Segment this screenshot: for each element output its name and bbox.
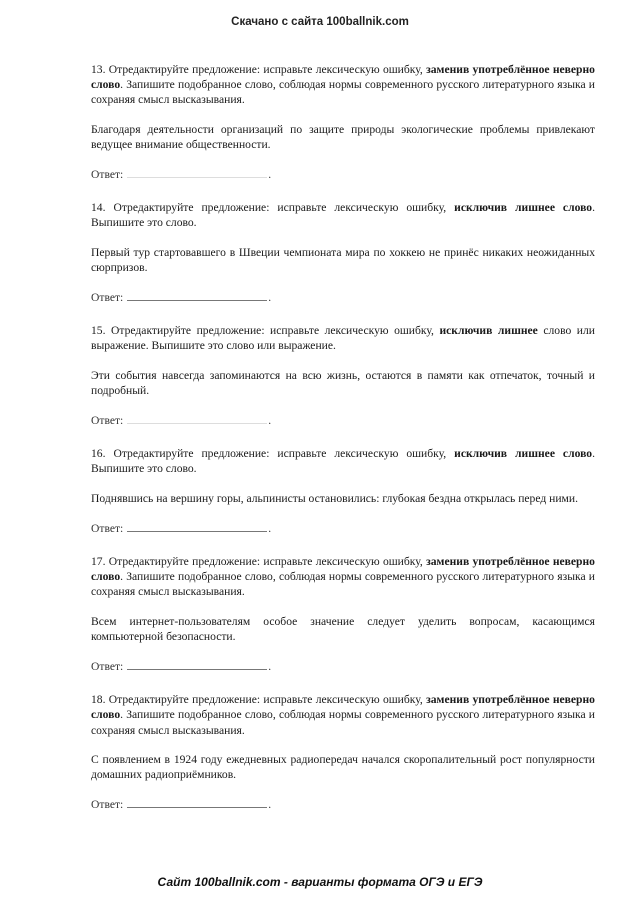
answer-label: Ответ: (91, 414, 124, 428)
prompt-text-rest: слово или выражение. Выпишите это слово или выражение. (91, 324, 595, 353)
answer-label: Ответ: (91, 291, 124, 305)
prompt-text: Отредактируйте предложение: исправьте лексическую ошибку, (113, 447, 447, 461)
prompt-emphasis: исключив лишнее слово (454, 447, 593, 461)
task-number: 13. (91, 63, 106, 76)
prompt-text-rest: . Выпишите это слово. (91, 201, 595, 230)
task-16 (91, 446, 595, 536)
answer-row: Ответ: . (91, 291, 272, 305)
prompt-text-rest: . Выпишите это слово. (91, 447, 595, 476)
answer-label: Ответ: (91, 168, 124, 182)
answer-field[interactable] (127, 412, 267, 424)
task-prompt (91, 554, 595, 600)
task-prompt (91, 446, 595, 476)
answer-field[interactable] (127, 796, 267, 808)
prompt-text: Отредактируйте предложение: исправьте лексическую ошибку, (113, 201, 447, 215)
answer-row: Ответ: . (91, 521, 272, 535)
answer-label: Ответ: (91, 521, 124, 535)
task-number: 16. (91, 447, 106, 461)
task-sentence: Всем интернет-пользователям особое значение следует уделить вопросам, касающимся компьютерной безопасности. (91, 614, 595, 643)
task-prompt (91, 62, 595, 108)
prompt-text-rest: . Запишите подобранное слово, соблюдая нормы современного русского литературного языка и сохраняя смысл высказывания. (91, 708, 595, 737)
task-sentence: Поднявшись на вершину горы, альпинисты остановились: глубокая бездна открылась перед ними. (91, 491, 578, 505)
prompt-emphasis: заменив употреблённое неверно слово (91, 693, 595, 722)
prompt-text: Отредактируйте предложение: исправьте лексическую ошибку, (108, 63, 423, 76)
answer-row: Ответ: . (91, 414, 272, 428)
answer-row: Ответ: . (91, 660, 272, 674)
task-sentence: С появлением в 1924 году ежедневных радиопередач начался скоропалительный рост популярности домашних радиоприёмников. (91, 752, 595, 782)
prompt-emphasis: исключив лишнее (439, 324, 538, 338)
page-footer: Сайт 100ballnik.com - варианты формата ОГЭ и ЕГЭ (157, 875, 483, 889)
answer-field[interactable] (127, 520, 267, 532)
task-sentence: Эти события навсегда запоминаются на всю жизнь, остаются в памяти как отпечаток, точный и подробный. (91, 368, 595, 397)
task-13 (91, 62, 595, 182)
answer-label: Ответ: (91, 660, 124, 674)
answer-label: Ответ: (91, 798, 124, 812)
task-17 (91, 554, 595, 674)
answer-field[interactable] (127, 289, 267, 301)
answer-field[interactable] (127, 166, 267, 178)
answer-row: Ответ: . (91, 798, 272, 812)
prompt-text: Отредактируйте предложение: исправьте лексическую ошибку, (111, 324, 434, 338)
task-sentence: Благодаря деятельности организаций по защите природы экологические проблемы привлекают ведущее внимание общественности. (91, 122, 595, 151)
prompt-text-rest: . Запишите подобранное слово, соблюдая нормы современного русского литературного языка и сохраняя смысл высказывания. (91, 78, 595, 107)
prompt-text-rest: . Запишите подобранное слово, соблюдая нормы современного русского литературного языка и сохраняя смысл высказывания. (91, 570, 595, 599)
page-header: Скачано с сайта 100ballnik.com (231, 16, 409, 28)
task-14 (91, 200, 595, 305)
prompt-text: Отредактируйте предложение: исправьте лексическую ошибку, (108, 555, 423, 569)
task-sentence: Первый тур стартовавшего в Швеции чемпионата мира по хоккею не принёс никаких неожиданных сюрпризов. (91, 245, 595, 274)
answer-field[interactable] (127, 658, 267, 670)
task-18 (91, 692, 595, 812)
answer-row: Ответ: . (91, 168, 272, 182)
task-15 (91, 323, 595, 428)
task-number: 14. (91, 201, 106, 215)
task-prompt (91, 200, 595, 230)
task-number: 17. (91, 555, 106, 569)
task-number: 15. (91, 324, 106, 338)
task-number: 18. (91, 693, 106, 707)
prompt-text: Отредактируйте предложение: исправьте лексическую ошибку, (108, 693, 423, 707)
prompt-emphasis: заменив употреблённое неверно слово (91, 555, 595, 584)
prompt-emphasis: исключив лишнее слово (454, 201, 593, 215)
task-prompt (91, 692, 595, 738)
tasks-container (91, 62, 595, 813)
prompt-emphasis: заменив употреблённое неверно слово (91, 63, 595, 92)
task-prompt (91, 323, 595, 353)
